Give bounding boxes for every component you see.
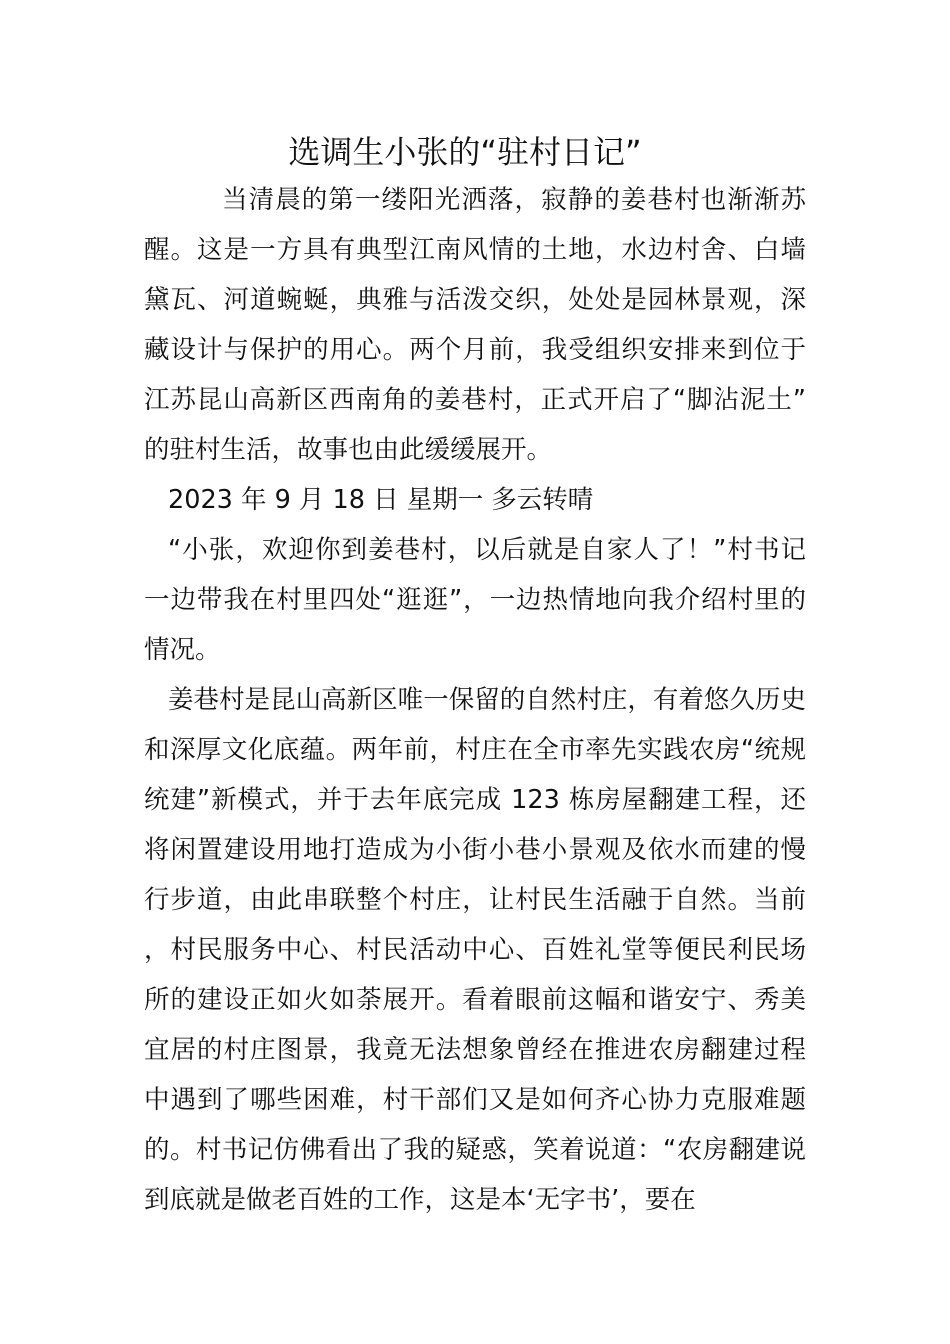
- village-description-paragraph: 姜巷村是昆山高新区唯一保留的自然村庄，有着悠久历史和深厚文化底蕴。两年前，村庄在全市率先实践农房“统规统建”新模式，并于去年底完成 123 栋房屋翻建工程，还将闲置建设用地打造成为小街小巷小景观及依水而建的慢行步道，由此串联整个村庄，让村民生活融于自然。当前，村民服务中心、村民活动中心、百姓礼堂等便民利民场所的建设正如火如荼展开。看着眼前这幅和谐安宁、秀美宜居的村庄图景，我竟无法想象曾经在推进农房翻建过程中遇到了哪些困难，村干部们又是如何齐心协力克服难题的。村书记仿佛看出了我的疑惑，笑着说道：“农房翻建说到底就是做老百姓的工作，这是本‘无字书’，要在: [144, 685, 806, 1215]
- document-title: 选调生小张的“驻村日记”: [288, 133, 642, 171]
- document-body: [144, 175, 806, 1225]
- diary-date-line: 2023 年 9 月 18 日 星期一 多云转晴: [168, 485, 594, 515]
- intro-paragraph: 当清晨的第一缕阳光洒落，寂静的姜巷村也渐渐苏醒。这是一方具有典型江南风情的土地，水边村舍、白墙黛瓦、河道蜿蜒，典雅与活泼交织，处处是园林景观，深藏设计与保护的用心。两个月前，我受组织安排来到位于江苏昆山高新区西南角的姜巷村，正式开启了“脚沾泥土”的驻村生活，故事也由此缓缓展开。: [144, 185, 806, 465]
- dialogue-paragraph: “小张，欢迎你到姜巷村，以后就是自家人了！”村书记一边带我在村里四处“逛逛”，一边热情地向我介绍村里的情况。: [144, 535, 806, 665]
